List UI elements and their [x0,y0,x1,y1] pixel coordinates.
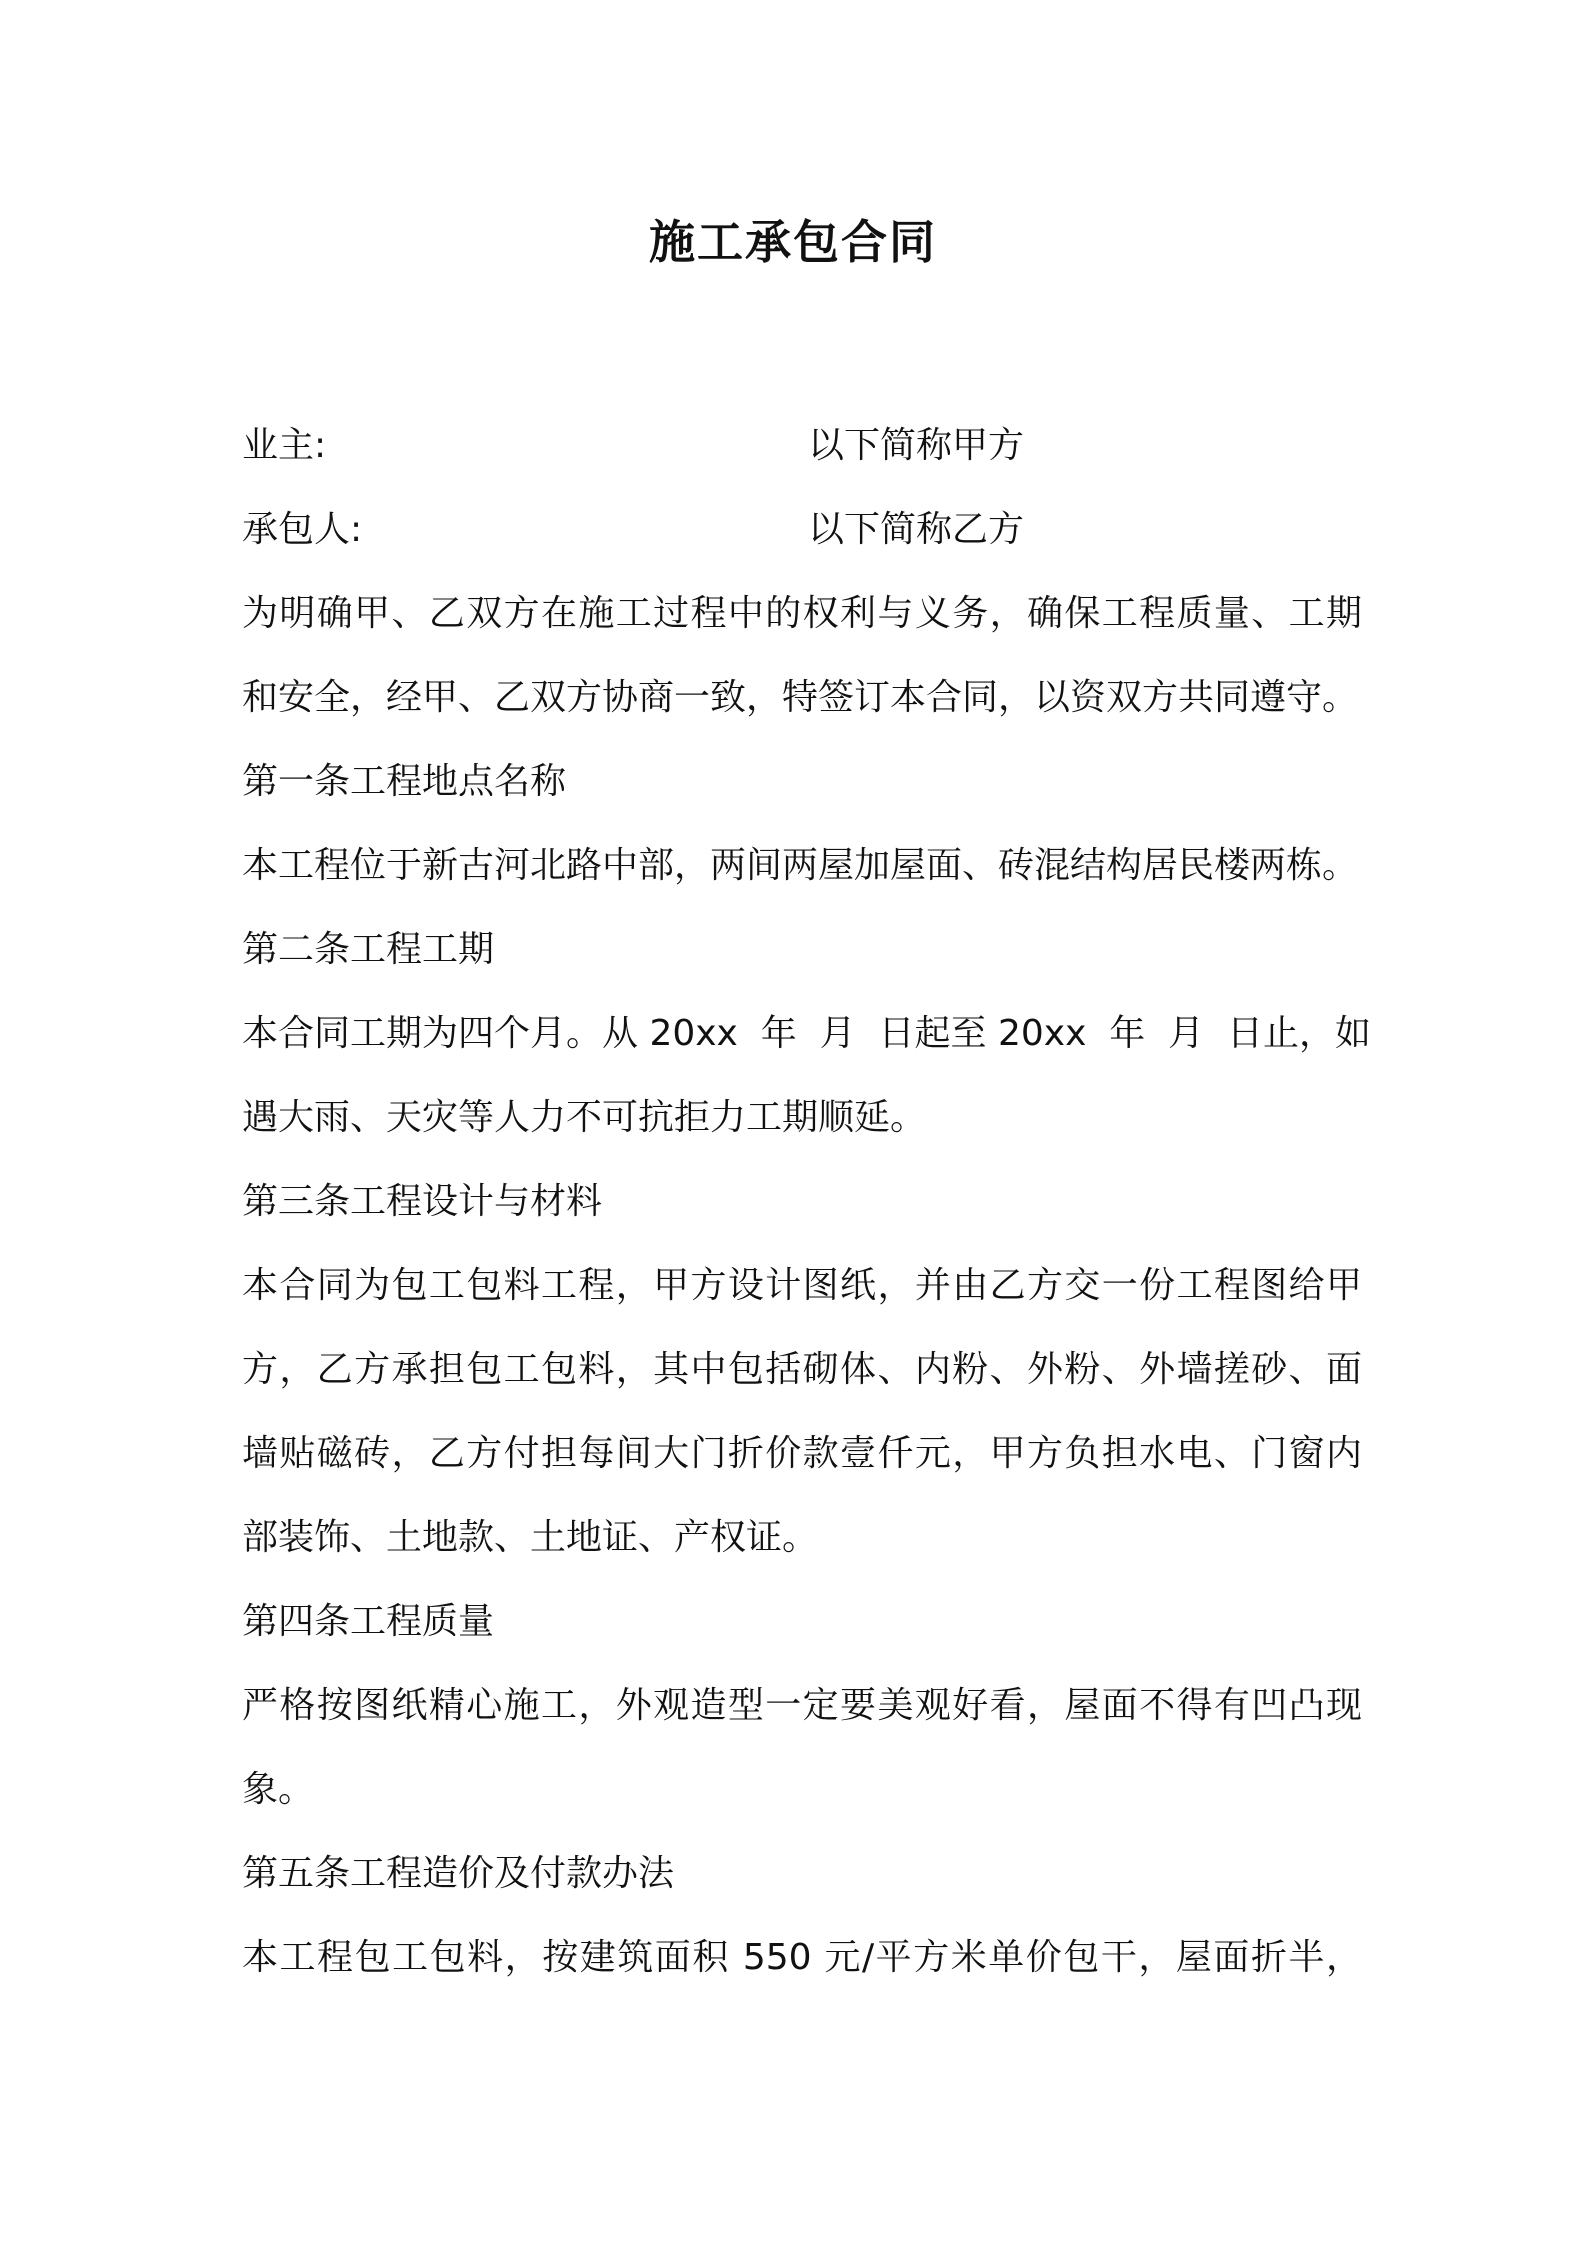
party-contractor [242,488,1362,572]
contractor-note: 以下简称乙方 [808,509,1025,550]
article-4-text [242,1664,1362,1832]
article-2-text [242,992,1372,1160]
paragraph-line: 遇大雨、天灾等人力不可抗拒力工期顺延。 [242,1097,927,1138]
contractor-label: 承包人: [242,509,363,550]
party-owner [242,404,1362,488]
article-3-heading: 第三条工程设计与材料 [242,1181,603,1222]
paragraph-line: 墙贴磁砖，乙方付担每间大门折价款壹仟元，甲方负担水电、门窗内 [242,1433,1362,1474]
paragraph-line: 严格按图纸精心施工，外观造型一定要美观好看，屋面不得有凹凸现 [242,1685,1362,1726]
paragraph-line: 本合同工期为四个月。从 20xx 年 月 日起至 20xx 年 月 日止，如 [242,1013,1372,1054]
owner-note: 以下简称甲方 [808,425,1025,466]
paragraph-line: 为明确甲、乙双方在施工过程中的权利与义务，确保工程质量、工期 [242,593,1362,634]
article-5-heading: 第五条工程造价及付款办法 [242,1853,675,1894]
article-1-heading: 第一条工程地点名称 [242,761,567,802]
paragraph-line: 本工程位于新古河北路中部，两间两屋加屋面、砖混结构居民楼两栋。 [242,845,1359,886]
paragraph-line: 本工程包工包料，按建筑面积 550 元/平方米单价包干，屋面折半， [242,1937,1362,1978]
article-5-text [242,1916,1362,2000]
paragraph-line: 部装饰、土地款、土地证、产权证。 [242,1517,819,1558]
article-3-text [242,1244,1362,1580]
paragraph-line: 和安全，经甲、乙双方协商一致，特签订本合同，以资双方共同遵守。 [242,677,1359,718]
intro-paragraph [242,572,1362,740]
document-title: 施工承包合同 [649,215,937,269]
article-2-heading: 第二条工程工期 [242,929,495,970]
paragraph-line: 象。 [242,1769,315,1810]
article-4-heading: 第四条工程质量 [242,1601,495,1642]
paragraph-line: 方，乙方承担包工包料，其中包括砌体、内粉、外粉、外墙搓砂、面 [242,1349,1362,1390]
document-body [242,404,1372,2000]
owner-label: 业主: [242,425,327,466]
paragraph-line: 本合同为包工包料工程，甲方设计图纸，并由乙方交一份工程图给甲 [242,1265,1362,1306]
article-1-text [242,824,1362,908]
